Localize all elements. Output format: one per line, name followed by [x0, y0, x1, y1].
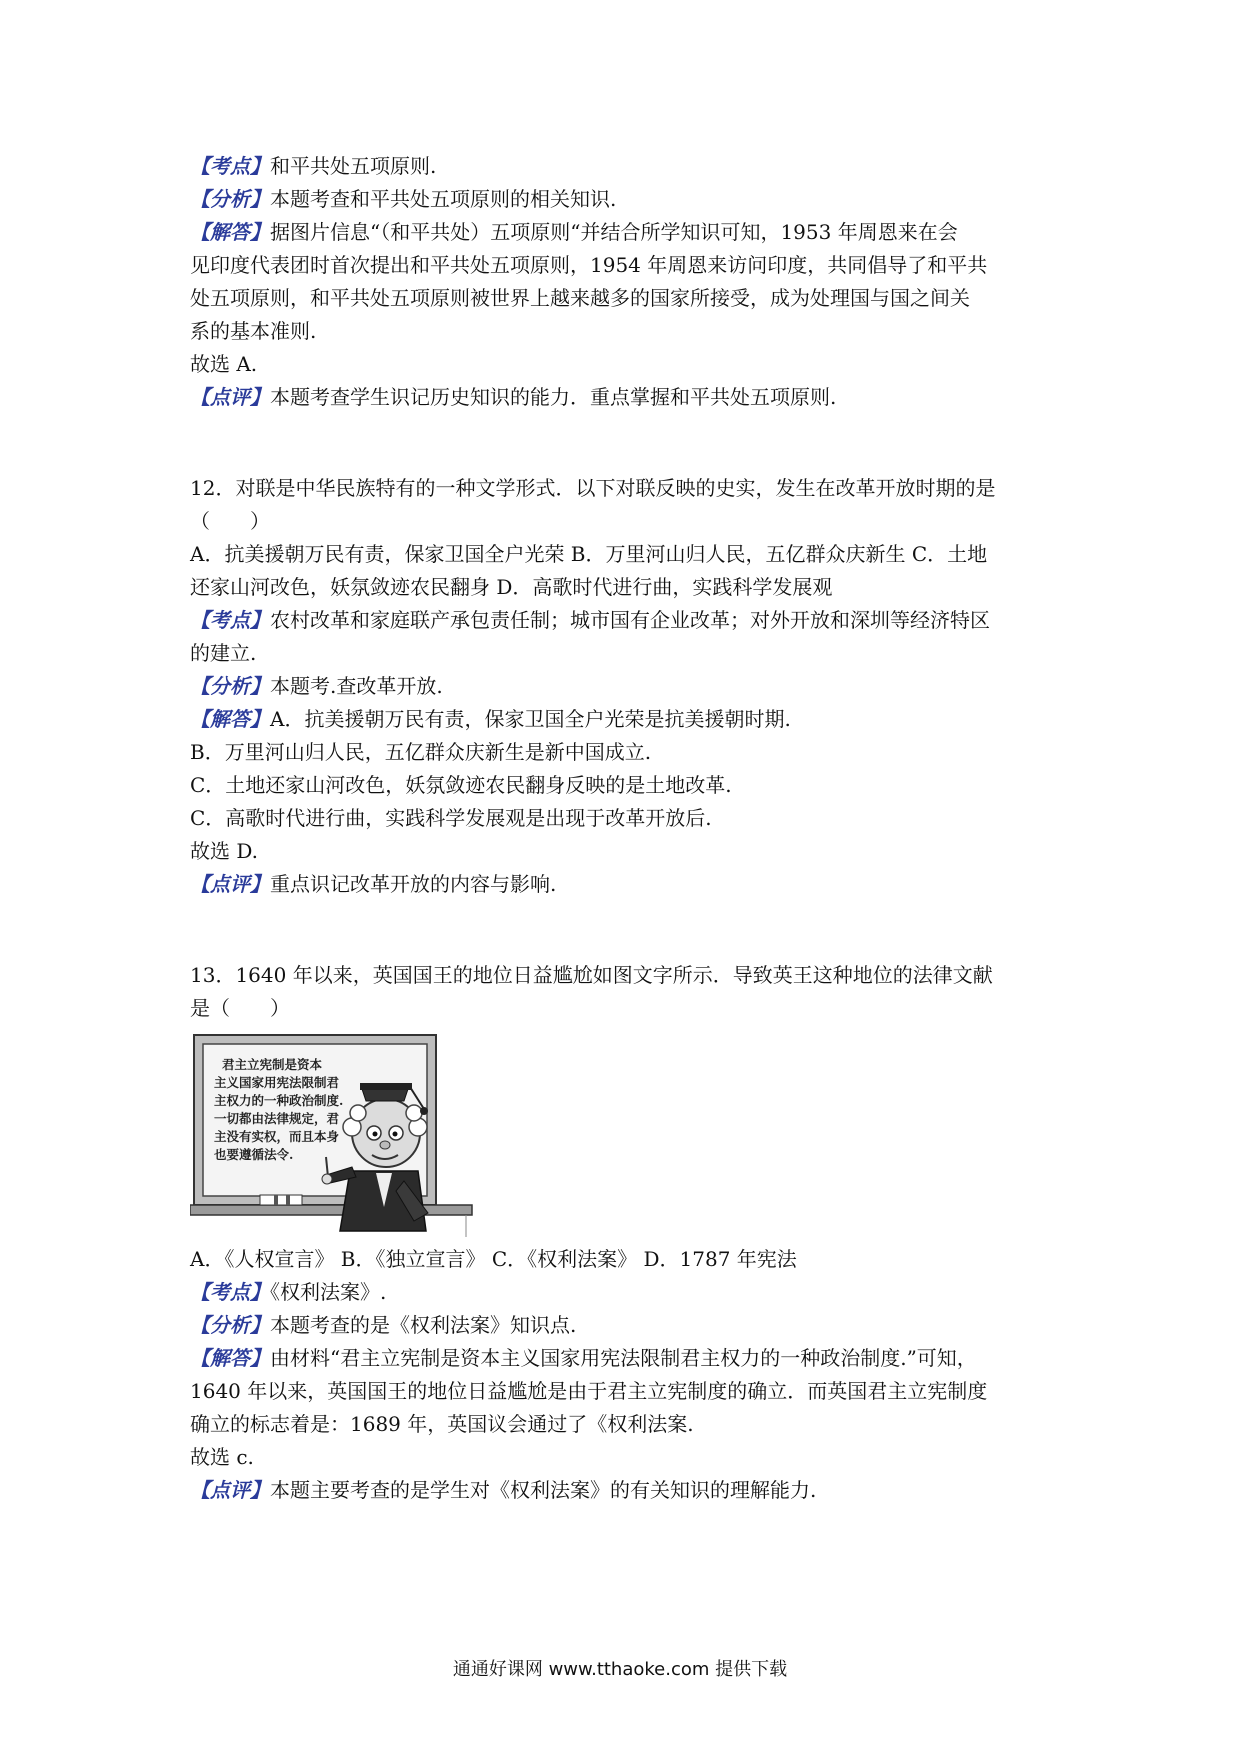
q13-jieda-line-2: 1640 年以来，英国国王的地位日益尴尬是由于君主立宪制度的确立．而英国君主立宪制度	[190, 1379, 988, 1403]
kaodian-tag: 【考点】	[190, 154, 270, 178]
q12-answer: 故选 D.	[190, 839, 259, 863]
q11-jieda-line-2: 见印度代表团时首次提出和平共处五项原则，1954 年周恩来访问印度，共同倡导了和平共	[190, 253, 988, 277]
q12-kaodian-line-2: 的建立.	[190, 641, 257, 665]
dianping-tag: 【点评】	[190, 1478, 270, 1502]
q11-fenxi: 【分析】本题考查和平共处五项原则的相关知识.	[190, 187, 617, 211]
q12-options-line-2: 还家山河改色，妖氛敛迹农民翻身 D．高歌时代进行曲，实践科学发展观	[190, 575, 833, 599]
fenxi-tag: 【分析】	[190, 187, 270, 211]
fenxi-tag: 【分析】	[190, 674, 270, 698]
q13-dianping: 【点评】本题主要考查的是学生对《权利法案》的有关知识的理解能力.	[190, 1478, 817, 1502]
blackboard-teacher-illustration	[190, 1031, 480, 1241]
q13-stem-line-2: 是（ ）	[190, 996, 290, 1020]
jieda-tag: 【解答】	[190, 707, 270, 731]
q12-stem-line-2: （ ）	[190, 509, 270, 533]
page-footer: 通通好课网 www.tthaoke.com 提供下载	[452, 1659, 788, 1680]
board-text-line: 主义国家用宪法限制君	[214, 1075, 340, 1090]
q13-kaodian: 【考点】《权利法案》.	[190, 1280, 387, 1304]
blackboard-cartoon-figure	[190, 1031, 480, 1241]
dianping-tag: 【点评】	[190, 872, 270, 896]
q12-jieda-b: B．万里河山归人民，五亿群众庆新生是新中国成立.	[190, 740, 652, 764]
board-text-line: 君主立宪制是资本	[222, 1057, 323, 1072]
q12-fenxi: 【分析】本题考.查改革开放.	[190, 674, 443, 698]
q12-jieda-c: C．土地还家山河改色，妖氛敛迹农民翻身反映的是土地改革.	[190, 773, 732, 797]
q11-dianping: 【点评】本题考查学生识记历史知识的能力．重点掌握和平共处五项原则.	[190, 385, 837, 409]
q12-kaodian: 【考点】农村改革和家庭联产承包责任制；城市国有企业改革；对外开放和深圳等经济特区	[190, 608, 990, 632]
q13-answer: 故选 c.	[190, 1445, 254, 1469]
board-text-line: 主权力的一种政治制度.	[214, 1093, 344, 1108]
board-text-line: 主没有实权，而且本身	[214, 1129, 340, 1144]
chalk-tray	[190, 1205, 472, 1215]
q13-stem: 13．1640 年以来，英国国王的地位日益尴尬如图文字所示．导致英王这种地位的法律文献	[190, 963, 993, 987]
q11-answer: 故选 A.	[190, 352, 258, 376]
q11-kaodian: 【考点】和平共处五项原则.	[190, 154, 437, 178]
q13-options: A．《人权宣言》 B．《独立宣言》 C．《权利法案》 D．1787 年宪法	[190, 1247, 797, 1271]
q13-fenxi: 【分析】本题考查的是《权利法案》知识点.	[190, 1313, 577, 1337]
fenxi-tag: 【分析】	[190, 1313, 270, 1337]
kaodian-tag: 【考点】	[190, 1280, 270, 1304]
q11-jieda: 【解答】据图片信息“（和平共处）五项原则“并结合所学知识可知，1953 年周恩来在会	[190, 220, 958, 244]
q12-dianping: 【点评】重点识记改革开放的内容与影响.	[190, 872, 557, 896]
q12-stem: 12．对联是中华民族特有的一种文学形式．以下对联反映的史实，发生在改革开放时期的是	[190, 476, 996, 500]
q13-jieda: 【解答】由材料“君主立宪制是资本主义国家用宪法限制君主权力的一种政治制度.”可知，	[190, 1346, 977, 1370]
q13-jieda-line-3: 确立的标志着是：1689 年，英国议会通过了《权利法案.	[190, 1412, 694, 1436]
dianping-tag: 【点评】	[190, 385, 270, 409]
q12-jieda: 【解答】A．抗美援朝万民有责，保家卫国全户光荣是抗美援朝时期.	[190, 707, 791, 731]
board-text-line: 一切都由法律规定，君	[214, 1111, 340, 1126]
kaodian-tag: 【考点】	[190, 608, 270, 632]
jieda-tag: 【解答】	[190, 1346, 270, 1370]
q12-options: A．抗美援朝万民有责，保家卫国全户光荣 B．万里河山归人民，五亿群众庆新生 C．土地	[190, 542, 988, 566]
q12-jieda-d: C．高歌时代进行曲，实践科学发展观是出现于改革开放后.	[190, 806, 712, 830]
eraser-icon	[260, 1195, 302, 1205]
page-content	[190, 150, 1070, 1507]
board-text-line: 也要遵循法令.	[214, 1147, 294, 1162]
jieda-tag: 【解答】	[190, 220, 270, 244]
q11-jieda-line-3: 处五项原则，和平共处五项原则被世界上越来越多的国家所接受，成为处理国与国之间关	[190, 286, 970, 310]
q11-jieda-line-4: 系的基本准则.	[190, 319, 317, 343]
